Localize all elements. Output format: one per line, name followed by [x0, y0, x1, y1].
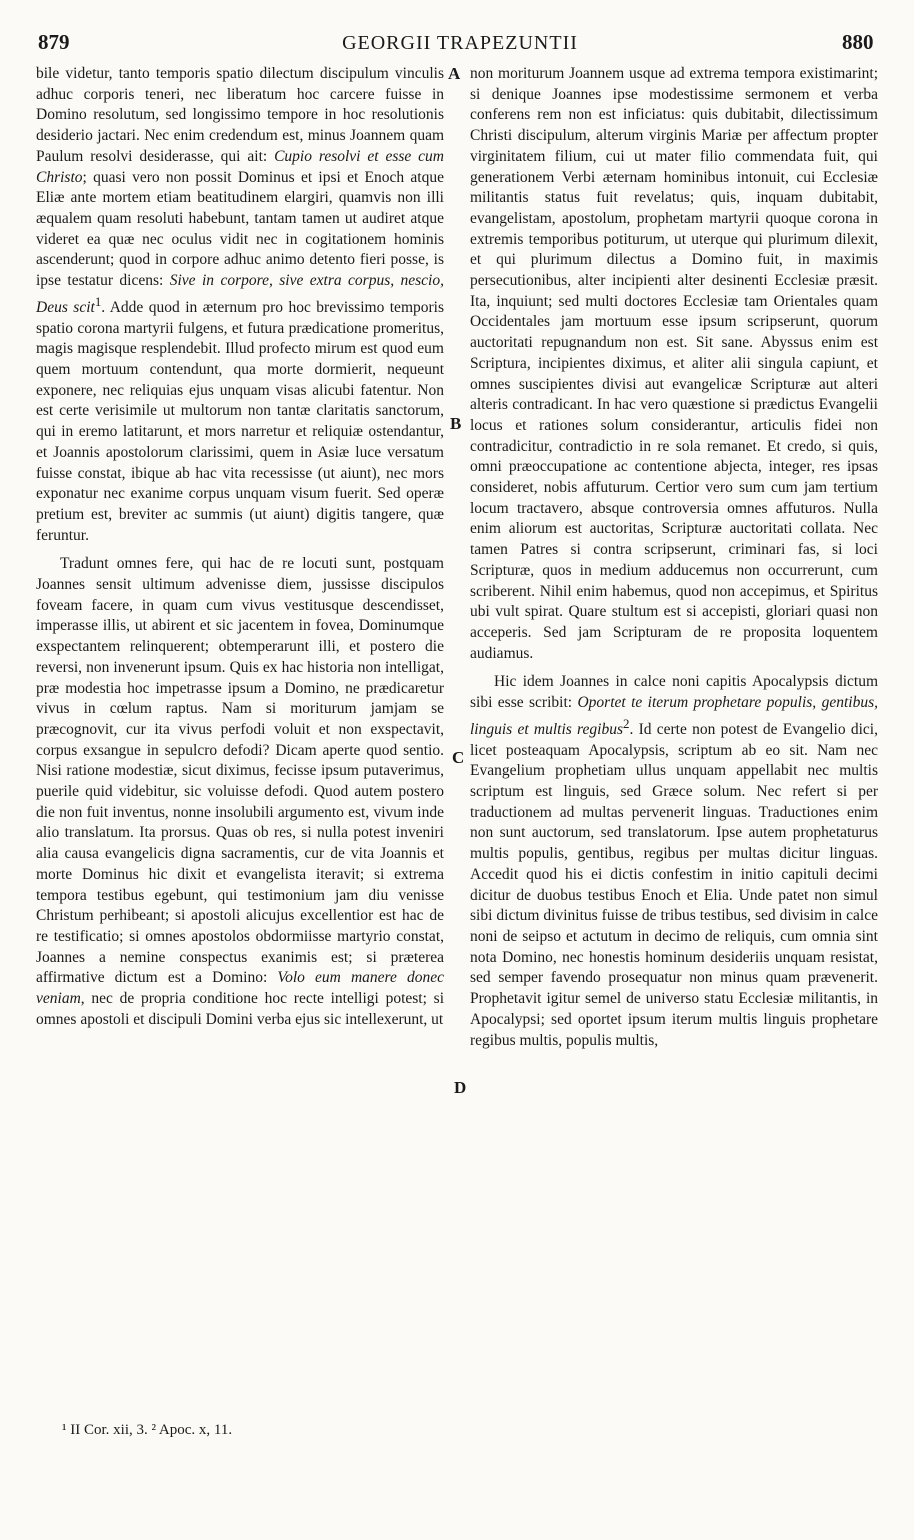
scripture-quote: Cupio resolvi et esse cum Christo — [36, 147, 444, 186]
scripture-quote: Sive in corpore, sive extra corpus, nescio, Deus scit — [36, 272, 444, 316]
margin-marker-c: C — [452, 748, 465, 767]
right-column — [470, 64, 878, 1051]
page-number-left: 879 — [38, 30, 70, 54]
page-number-right: 880 — [842, 30, 874, 54]
scripture-quote: Volo eum manere donec veniam — [36, 969, 444, 1008]
footnotes: ¹ II Cor. xii, 3. ² Apoc. x, 11. — [62, 1422, 233, 1438]
left-column — [36, 64, 444, 1031]
margin-marker-a: A — [448, 64, 461, 83]
margin-marker-b: B — [450, 414, 462, 433]
paragraph: Tradunt omnes fere, qui hac de re locuti sunt, postquam Joannes sensit ultimum advenisse diem, jussisse discipulos foveam facere, in quam cum vivus vestitusque descendisset, imperasse illis, ut abirent et sic jacentem in fovea, Dominumque exspectantem relinquerent; obtemperarunt illi, et postero die reversi, non invenerunt ipsum. Quis ex hac historia non intelligat, præ modestia hoc impetrasse ipsum a Domino, ne prædicaretur vivus in cœlum raptus. Nam si moriturum jamjam se præcognovit, cur ita vivus perfodi voluit et non exspectavit, corpus exsangue in sepulcro defodi? Dicam aperte quod sentio. Nisi ratione modestiæ, sicut diximus, fecisse ipsum putaverimus, puerile quid videbitur, sic voluisse defodi. Quod autem postero die non fuit inventus, nonne insolubili argumento est, vivum inde alio translatum. Ita prorsus. Quas ob res, si nulla potest inveniri alia causa evangelicis digna sacramentis, cur de vita Joannis et morte Dominus hic dixit et evangelista iteravit; si extrema tempora testibus egebunt, qui testimonium jam diu venisse Christum perhibeant; si apostoli alicujus excellentior est hac de re testificatio; si omnes apostolos obdormiisse martyrio constat, Joannes a nemine conspectus exanimis est; si præterea affirmative dictum est a Domino: Volo eum manere donec veniam, nec de propria conditione hoc recte intelligi potest; si omnes apostoli et discipuli Domini verba ejus sic intellexerunt, ut — [36, 555, 444, 1028]
scripture-quote: Oportet te iterum prophetare populis, gentibus, linguis et multis regibus — [470, 694, 878, 738]
footnote-ref: 1 — [94, 293, 102, 309]
page-header — [0, 30, 914, 60]
running-title: GEORGII TRAPEZUNTII — [342, 32, 578, 54]
paragraph: non moriturum Joannem usque ad extrema tempora existimarint; si denique Joannes ipse modestissime sermonem et verba conferens rem non est inficiatus: quis dubitabit, dilectissimum Christi discipulum, alterum virginis Mariæ per affectum propter virginitatem filium, cui ut mater filio commendata fuit, qui generationem Verbi æternam hominibus intonuit, cui Ecclesiæ militantis status fuit revelatus; quis, inquam dubitabit, evangelistam, apostolum, prophetam martyrii quoque corona in extremis temporibus potiturum, ut uterque qui plurimum dilexit, et qui plurimum dilectus a Domino fuit, in maximis persecutionibus, alter incipienti alter desinenti Ecclesiæ præsit. Ita, inquiunt; sed multi doctores Ecclesiæ tam Orientales quam Occidentales jam mortuum esse ipsum scripserunt, quorum auctoritati repugnandum non est. Sit sane. Abyssus enim est Scriptura, incipientes diximus, et aliter alii singula capiunt, et omnes suscipientes divisi aut evangelicæ Scripturæ aut alteri alteris contradicant. In hac vero quæstione si prædictus Evangelii locus et rationes solum considerantur, articulis fidei non contradicitur, contradictio in re sola remanet. Et credo, si quis, omni præoccupatione ac contentione abjecta, integer, res ipsas consideret, nobis affuturum. Certior vero sum cum jam tertium locum tractavero, absque controversia omnes affuturos. Nulla enim aliorum est auctoritas, Scripturæ auctoritati collata. Nec tamen Patres si contra scripserunt, criminari fas, si loci Scripturæ, quos in medium adducemus non occurrerunt, cum scriberent. Nihil enim habemus, quod non accepimus, et Spiritus ubi vult spirat. Quare stultum est si accepisti, gloriari quasi non acceperis. Sed jam Scripturam de re proposita loquentem audiamus. — [470, 65, 878, 662]
footnote-ref: 2 — [622, 715, 630, 731]
paragraph: Hic idem Joannes in calce noni capitis Apocalypsis dictum sibi esse scribit: Oportet te iterum prophetare populis, gentibus, linguis et multis regibus$^2$. Id certe non potest de Evangelio dici, licet posteaquam Apocalypsis, scriptum ab eo sit. Nam nec Evangelium prophetiam ullus unquam appellabit nec multis scriptum est linguis, sed Græce solum. Nec refert si per traductionem ad multas pervenerit linguas. Traductiones enim non sunt auctorum, sed translatorum. Ipse autem prophetaturus multis populis, gentibus, regibus per multas dicitur linguas. Accedit quod his ei dictis confestim in initio capituli decimi dicitur de duobus testibus Enoch et Elia. Unde patet non simul sibi dictum divinitus fuisse de tribus testibus, sed divisim in calce noni de seipso et actutum in decimo de reliquis, cum omnia sint nota Domino, nec honestis hominum desideriis unquam resistat, sed semper favendo prosequatur non minus quam prævenerit. Prophetavit igitur semel de universo statu Ecclesiæ militantis, in Apocalypsi; sed oportet ipsum iterum multis linguis prophetare regibus multis, populis multis, — [470, 673, 878, 1049]
margin-marker-d: D — [454, 1078, 467, 1097]
paragraph: bile videtur, tanto temporis spatio dilectum discipulum vinculis adhuc corporis teneri, nec liberatum hoc carcere fuisse in Domino resolutum, sed longissimo tempore in hoc resolutionis desiderio jactari. Nec enim credendum est, minus Joannem quam Paulum resolvi desiderasse, qui ait: Cupio resolvi et esse cum Christo; quasi vero non possit Dominus et ipsi et Enoch atque Eliæ ante mortem etiam beatitudinem elargiri, quamvis non illi æqualem quam resoluti habebunt, tantam tamen ut audiret atque videret ea quæ nec oculus vidit nec in cogitationem hominis ascenderunt; quod in corpore adhuc animo detento fieri posse, is ipse testatur dicens: Sive in corpore, sive extra corpus, nescio, Deus scit$^1$. Adde quod in æternum pro hoc brevissimo temporis spatio corona martyrii fulgens, et futura prædicatione promeritus, magis magisque resplendebit. Illud profecto mirum est quod eum quem mortuum contendunt, qua morte dormierit, nequeunt exponere, nec reliquias ejus unquam visas alicubi fatentur. Non est certe verisimile ut multorum non tantæ claritatis sanctorum, qui in eremo latitarunt, et mors narretur et reliquiæ ostendantur, et Joannis apostolorum clarissimi, quem in Asiæ luce versatum fuisse constat, ibique ab hac vita recessisse (ut aiunt), nec mors exponatur nec exanime corpus unquam visum fuerit. Sed operæ pretium est, breviter ac summis (ut aiunt) digitis tangere, quæ feruntur. — [36, 65, 444, 544]
